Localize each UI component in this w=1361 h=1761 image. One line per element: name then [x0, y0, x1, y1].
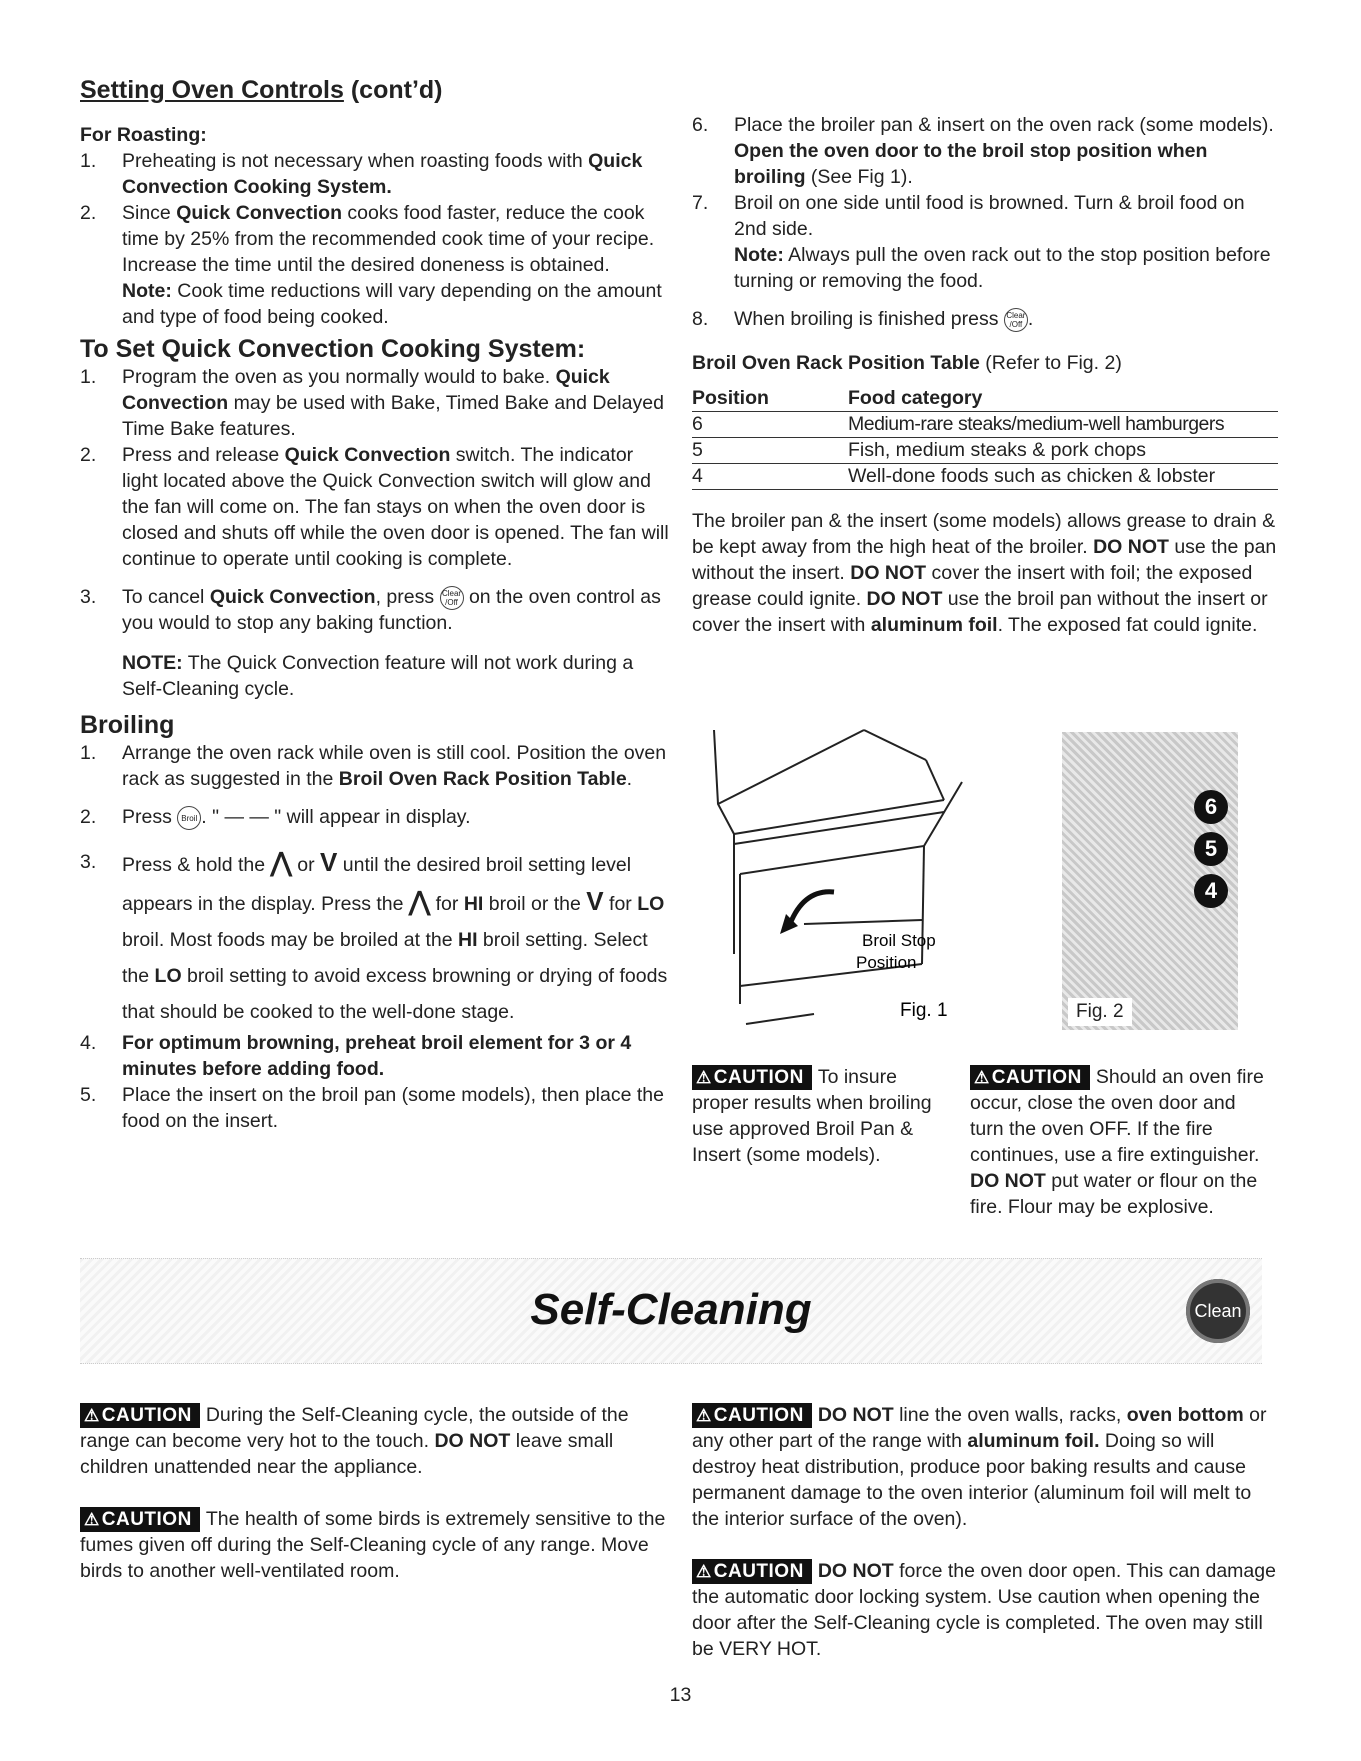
grease-paragraph: The broiler pan & the insert (some models) allows grease to drain & be kept away from the high heat of the broiler. DO NOT use the pan without the insert. DO NOT cover the insert with foil; the exposed grease could ignite. DO NOT use the broil pan without the insert or cover the insert with aluminum foil. The exposed fat could ignite.	[692, 510, 1277, 636]
roasting-list	[80, 148, 670, 330]
oven-door-illustration	[694, 724, 984, 1034]
down-arrow-icon: V	[586, 886, 604, 916]
left-column	[80, 122, 670, 1134]
list-item: NOTE: The Quick Convection feature will not work during a Self-Cleaning cycle.	[122, 652, 634, 700]
rack-table-caption: Broil Oven Rack Position Table (Refer to Fig. 2)	[692, 352, 1122, 374]
warning-triangle-icon: ⚠	[696, 1406, 712, 1425]
list-item: 6. Place the broiler pan & insert on the oven rack (some models). Open the oven door to the broil stop position when broiling (See Fig 1).	[692, 114, 1274, 188]
list-item: 1. Arrange the oven rack while oven is still cool. Position the oven rack as suggested in the Broil Oven Rack Position Table.	[80, 742, 667, 790]
broiling-list	[80, 740, 670, 1134]
quick-convection-list	[80, 364, 670, 702]
caution-broil-pan: ⚠ CAUTION To insure proper results when broiling use approved Broil Pan & Insert (some models).	[692, 1066, 932, 1166]
up-arrow-icon: ⋀	[408, 886, 431, 916]
warning-triangle-icon: ⚠	[84, 1406, 100, 1425]
rack-position-table	[692, 386, 1278, 490]
broiling-heading: Broiling	[80, 711, 175, 739]
down-arrow-icon: V	[320, 847, 338, 877]
caution-hot-surface: ⚠ CAUTION During the Self-Cleaning cycle, the outside of the range can become very hot to the touch. DO NOT leave small children unattended near the appliance.	[80, 1404, 629, 1478]
clear-off-key-icon: Clear /Off	[440, 586, 464, 610]
up-arrow-icon: ⋀	[270, 847, 292, 877]
figure-label: Fig. 2	[1068, 998, 1132, 1026]
quick-convection-heading: To Set Quick Convection Cooking System:	[80, 335, 586, 363]
caution-aluminum-foil: ⚠ CAUTION DO NOT line the oven walls, racks, oven bottom or any other part of the range with aluminum foil. Doing so will destroy heat distribution, produce poor baking results and cause permanent damage to the oven interior (aluminum foil will melt to the interior surface of the oven).	[692, 1404, 1267, 1530]
caution-badge: ⚠ CAUTION	[692, 1559, 812, 1584]
warning-triangle-icon: ⚠	[696, 1562, 712, 1581]
page-title: Setting Oven Controls (cont’d)	[80, 76, 443, 104]
caution-badge: ⚠ CAUTION	[80, 1507, 200, 1532]
caution-badge: ⚠ CAUTION	[692, 1065, 812, 1090]
list-item: 3. To cancel Quick Convection, press Clear /Off on the oven control as you would to stop any baking function.	[80, 586, 661, 634]
list-item: 7. Broil on one side until food is browned. Turn & broil food on 2nd side. Note: Always pull the oven rack out to the stop position before turning or removing the food.	[692, 192, 1271, 292]
list-item: 2. Press Broil . " — — " will appear in display.	[80, 806, 471, 828]
roasting-heading: For Roasting:	[80, 124, 207, 146]
clean-key-icon: Clean	[1186, 1279, 1250, 1343]
broiling-list-cont	[692, 112, 1278, 332]
warning-triangle-icon: ⚠	[696, 1068, 712, 1087]
warning-triangle-icon: ⚠	[974, 1068, 990, 1087]
caution-oven-fire: ⚠ CAUTION Should an oven fire occur, close the oven door and turn the oven OFF. If the fire continues, use a fire extinguisher. DO NOT put water or flour on the fire. Flour may be explosive.	[970, 1066, 1264, 1218]
list-item: 1. Program the oven as you normally would to bake. Quick Convection may be used with Bake, Timed Bake and Delayed Time Bake features.	[80, 366, 664, 440]
figure-label: Fig. 1	[900, 1000, 948, 1021]
table-row: 5 Fish, medium steaks & pork chops	[692, 438, 1278, 464]
callout-text: Broil Stop	[862, 931, 936, 950]
rack-positions-photo	[1062, 732, 1238, 1030]
caution-badge: ⚠ CAUTION	[692, 1403, 812, 1428]
list-item: 3. Press & hold the ⋀ or V until the desired broil setting level appears in the display. Press the ⋀ for HI broil or the V for LO broil. Most foods may be broiled at the HI broil setting. Select the LO broil setting to avoid excess browning or drying of foods that should be cooked to the well-done stage.	[80, 847, 668, 1023]
warning-triangle-icon: ⚠	[84, 1510, 100, 1529]
list-item: 8. When broiling is finished press Clear /Off .	[692, 308, 1034, 330]
table-row: 4 Well-done foods such as chicken & lobster	[692, 464, 1278, 490]
list-item: 4. For optimum browning, preheat broil element for 3 or 4 minutes before adding food.	[80, 1032, 632, 1080]
callout-text: Position	[856, 953, 917, 972]
right-column	[692, 112, 1278, 638]
caution-badge: ⚠ CAUTION	[80, 1403, 200, 1428]
list-item: 1. Preheating is not necessary when roasting foods with Quick Convection Cooking System.	[80, 150, 643, 198]
list-item: 2. Since Quick Convection cooks food faster, reduce the cook time by 25% from the recommended cook time of your recipe. Increase the time until the desired doneness is obtained. Note: Cook time reductions will vary depending on the amount and type of food being cooked.	[80, 202, 662, 328]
clear-off-key-icon: Clear /Off	[1004, 308, 1028, 332]
caution-door-lock: ⚠ CAUTION DO NOT force the oven door open. This can damage the automatic door locking system. Use caution when opening the door after the Self-Cleaning cycle is completed. The oven may still be VERY HOT.	[692, 1560, 1276, 1660]
section-title: Self-Cleaning	[530, 1285, 812, 1334]
caution-birds: ⚠ CAUTION The health of some birds is extremely sensitive to the fumes given off during the Self-Cleaning cycle of any range. Move birds to another well-ventilated room.	[80, 1508, 666, 1582]
rack-position-6-icon: 6	[1194, 790, 1228, 824]
table-row: 6 Medium-rare steaks/medium-well hamburgers	[692, 412, 1278, 438]
list-item: 5. Place the insert on the broil pan (some models), then place the food on the insert.	[80, 1084, 664, 1132]
self-cleaning-banner	[80, 1258, 1262, 1364]
broil-key-icon: Broil	[177, 806, 201, 830]
caution-badge: ⚠ CAUTION	[970, 1065, 1090, 1090]
list-item: 2. Press and release Quick Convection switch. The indicator light located above the Quick Convection switch will glow and the fan will come on. The fan stays on when the oven door is closed and shuts off while the oven door is opened. The fan will continue to operate until cooking is complete.	[80, 444, 669, 570]
rack-position-4-icon: 4	[1194, 874, 1228, 908]
page-number: 13	[669, 1684, 692, 1706]
rack-position-5-icon: 5	[1194, 832, 1228, 866]
table-header-row: Position Food category	[692, 386, 1278, 412]
